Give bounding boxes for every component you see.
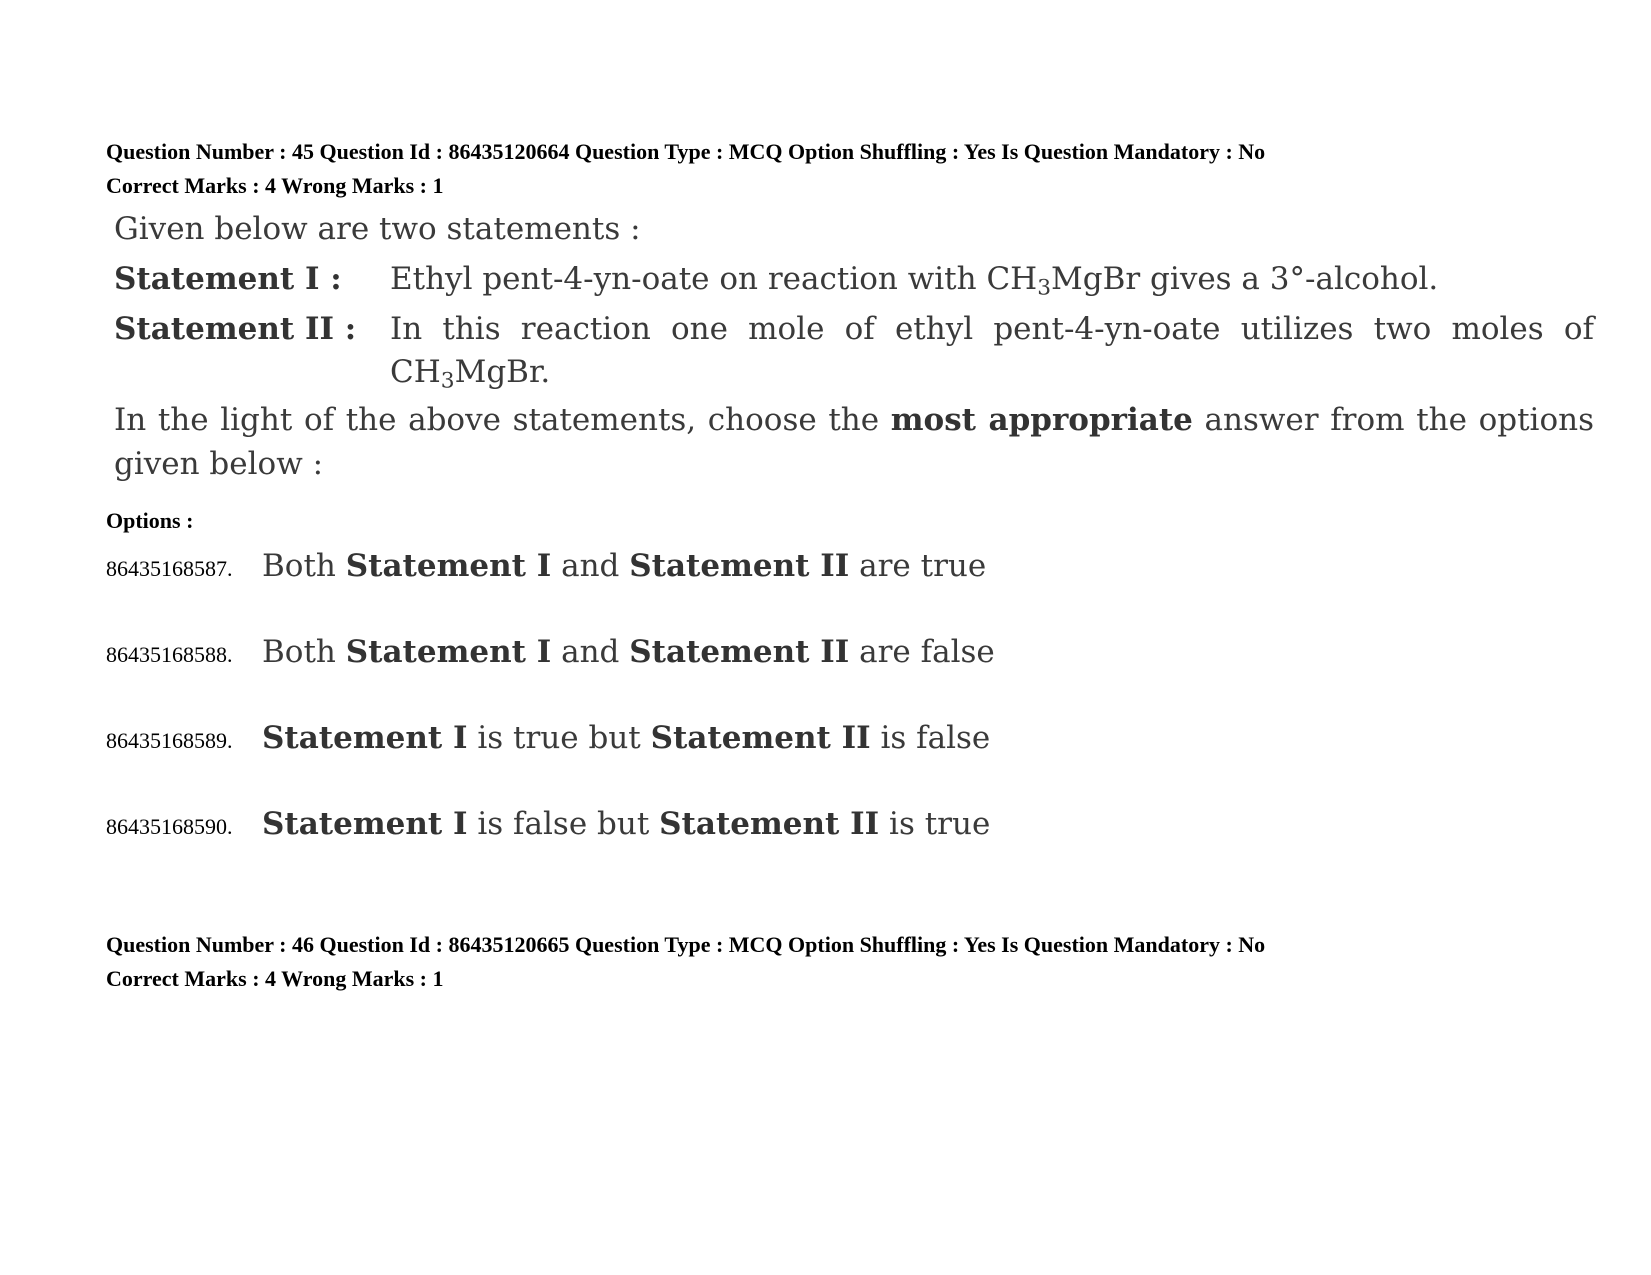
option-1-text: [262, 548, 986, 584]
option-4-bold-statement-i: Statement I: [262, 806, 468, 842]
q46-meta: [106, 928, 1265, 996]
option-2-text: [262, 634, 995, 670]
option-3-part: is true but: [467, 720, 651, 756]
q45-meta-line2: Correct Marks : 4 Wrong Marks : 1: [106, 173, 444, 198]
options-label: Options :: [106, 508, 194, 533]
option-1-part: and: [551, 548, 630, 584]
option-1-bold-statement-ii: Statement II: [629, 548, 850, 584]
statement-2-text: [390, 306, 1594, 392]
statement-1-row: [114, 256, 1594, 302]
option-2-id: 86435168588.: [106, 642, 233, 667]
q46-meta-line1: Question Number : 46 Question Id : 86435120665 Question Type : MCQ Option Shuffling : Yes Is Question Mandatory : No: [106, 932, 1266, 957]
statement-2-row: [114, 306, 1594, 392]
option-4-id: 86435168590.: [106, 814, 233, 839]
instruction-post: answer from the options: [1192, 402, 1594, 438]
option-3-bold-statement-ii: Statement II: [650, 720, 871, 756]
option-4-bold-statement-ii: Statement II: [659, 806, 880, 842]
q45-question-body: [114, 206, 1594, 486]
option-1-part: are true: [849, 548, 987, 584]
option-2-bold-statement-i: Statement I: [345, 634, 552, 670]
instruction-bold: most appropriate: [890, 402, 1193, 438]
statement-1-label: Statement I :: [114, 261, 342, 297]
option-1-part: Both: [262, 548, 346, 584]
statement-1-subscript: 3: [1037, 275, 1052, 301]
q45-meta: [106, 135, 1265, 203]
statement-1-text-pre: Ethyl pent-4-yn-oate on reaction with CH: [390, 261, 1038, 297]
instruction-pre: In the light of the above statements, choose the: [114, 402, 891, 438]
q45-instruction-line2: given below :: [114, 446, 324, 482]
q45-instruction-line1: [114, 398, 1594, 442]
q46-meta-line2: Correct Marks : 4 Wrong Marks : 1: [106, 966, 444, 991]
statement-2-line1: In this reaction one mole of ethyl pent-4-yn-oate utilizes two moles of: [390, 311, 1594, 347]
statement-2-subscript: 3: [440, 368, 455, 394]
statement-2-text-post: MgBr.: [454, 354, 551, 390]
option-1[interactable]: [106, 548, 986, 584]
option-2-part: and: [551, 634, 630, 670]
statement-2-line2: [390, 352, 1594, 392]
option-2[interactable]: [106, 634, 995, 670]
option-4[interactable]: [106, 806, 990, 842]
option-3-id: 86435168589.: [106, 728, 233, 753]
q45-intro: Given below are two statements :: [114, 211, 641, 247]
q45-meta-line1: Question Number : 45 Question Id : 86435120664 Question Type : MCQ Option Shuffling : Yes Is Question Mandatory : No: [106, 139, 1266, 164]
statement-1-text-post: MgBr gives a 3°-alcohol.: [1051, 261, 1439, 297]
option-4-part: is false but: [467, 806, 660, 842]
option-2-part: are false: [849, 634, 995, 670]
option-2-bold-statement-ii: Statement II: [629, 634, 850, 670]
option-3-bold-statement-i: Statement I: [262, 720, 468, 756]
option-4-text: [262, 806, 990, 842]
q45-instruction: [114, 398, 1594, 486]
statement-2-text-pre: CH: [390, 354, 441, 390]
statement-1-text: [390, 256, 1594, 302]
option-3[interactable]: [106, 720, 990, 756]
statement-2-label: Statement II :: [114, 311, 357, 347]
option-3-text: [262, 720, 990, 756]
option-3-part: is false: [870, 720, 991, 756]
option-1-bold-statement-i: Statement I: [345, 548, 552, 584]
option-4-part: is true: [879, 806, 991, 842]
option-1-id: 86435168587.: [106, 556, 233, 581]
option-2-part: Both: [262, 634, 346, 670]
